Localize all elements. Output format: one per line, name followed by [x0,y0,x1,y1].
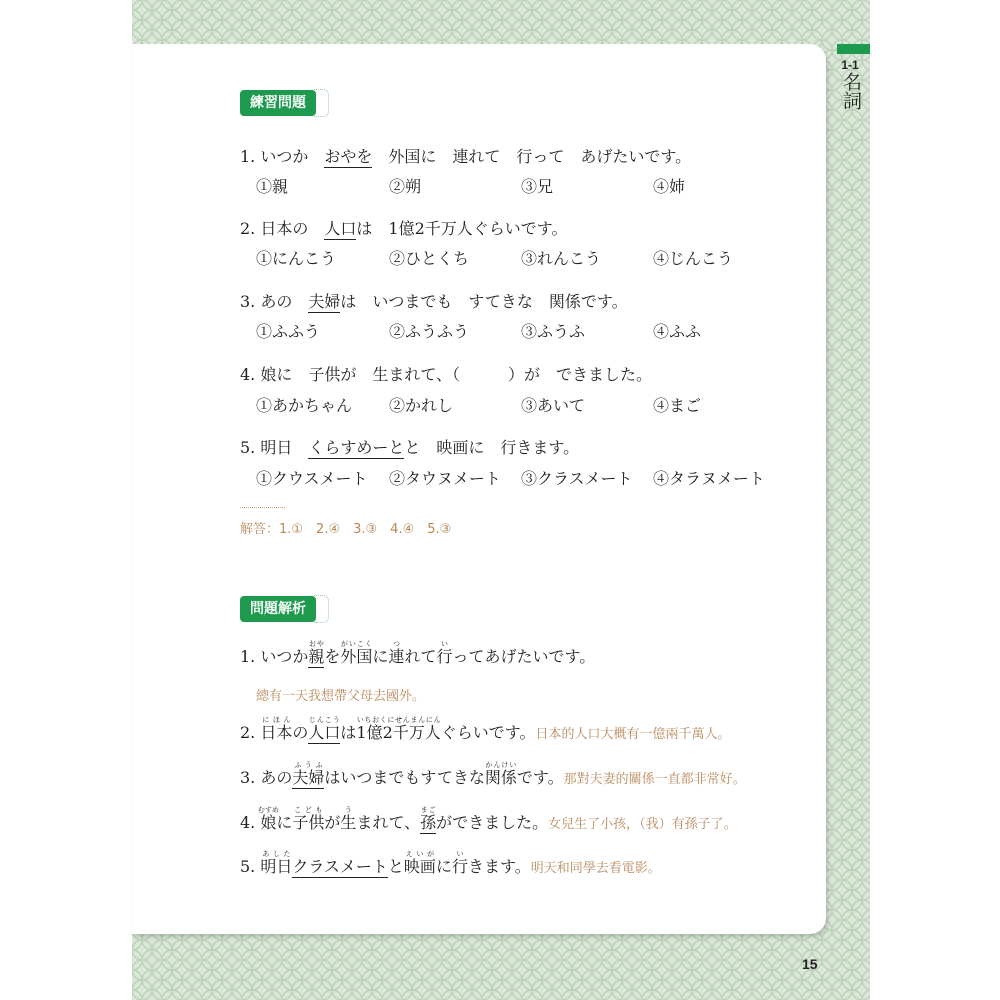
analysis-item-3: 3. あの夫婦ふうふはいつまでもすてきな関係かんけいです。那對夫妻的關係一直都非常好。 [240,761,746,787]
option: ③あいて [521,396,586,415]
chapter-number: 1-1 [841,58,859,72]
page-sheet [132,44,826,934]
analysis-label: 問題解析 [240,596,316,622]
option: ③兄 [521,177,554,196]
analysis-item-5: 5. 明日あしたクラスメートと映画えいがに行いきます。明天和同學去看電影。 [240,850,661,876]
option: ③クラスメート [521,469,633,488]
practice-header [240,90,329,116]
analysis-item-1: 1. いつか親おやを外国がいこくに連つれて行いってあげたいです。 [240,640,596,666]
question-5: 5. 明日 くらすめーとと 映画に 行きます。 [240,438,580,457]
analysis-header [240,596,329,622]
option: ④じんこう [653,249,734,268]
practice-label: 練習問題 [240,90,316,116]
option: ①にんこう [256,249,337,268]
question-target: 人口 [324,219,357,238]
question-2: 2. 日本の 人口は 1億2千万人ぐらいです。 [240,219,568,238]
option: ①親 [256,177,289,196]
option: ①ふふう [256,322,321,341]
analysis-item-4: 4. 娘むすめに子供こどもが生うまれて、孫まごができました。女兒生了小孩，（我）有孫子了。 [240,806,737,832]
question-1: 1. いつか おやを 外国に 連れて 行って あげたいです。 [240,147,692,166]
option: ②タウヌメート [389,469,501,488]
option: ③れんこう [521,249,602,268]
option: ①あかちゃん [256,396,353,415]
analysis-translation-1: 總有一天我想帶父母去國外。 [256,689,426,704]
analysis-translation-4: 女兒生了小孩，（我）有孫子了。 [548,817,737,832]
question-target: おやを [324,147,373,166]
page-number: 15 [802,956,818,972]
question-target: 夫婦 [308,292,341,311]
option: ②かれし [389,396,454,415]
answer-key: 解答：1.① 2.④ 3.③ 4.④ 5.③ [240,522,452,537]
chapter-title: 名詞 [840,72,862,110]
option: ④姉 [653,177,686,196]
option: ③ふうふ [521,322,586,341]
analysis-item-2: 2. 日本にほんの人口じんこうは1億2千万人いちおくにせんまんにんぐらいです。日本的人口大概有一億兩千萬人。 [240,716,731,742]
option: ②ふうふう [389,322,470,341]
question-target: くらすめーと [308,438,405,457]
analysis-translation-3: 那對夫妻的關係一直都非常好。 [563,772,746,787]
analysis-translation-2: 日本的人口大概有一億兩千萬人。 [535,727,731,742]
option: ①クウスメート [256,469,368,488]
question-3: 3. あの 夫婦は いつまでも すてきな 関係です。 [240,292,628,311]
option: ②朔 [389,177,422,196]
option: ②ひとくち [389,249,470,268]
option: ④まご [653,396,702,415]
question-4: 4. 娘に 子供が 生まれて、（ ）が できました。 [240,365,653,384]
option: ④タラヌメート [653,469,765,488]
option: ④ふふ [653,322,702,341]
divider [240,507,285,508]
chapter-tab-marker [837,44,870,54]
analysis-translation-5: 明天和同學去看電影。 [530,861,661,876]
